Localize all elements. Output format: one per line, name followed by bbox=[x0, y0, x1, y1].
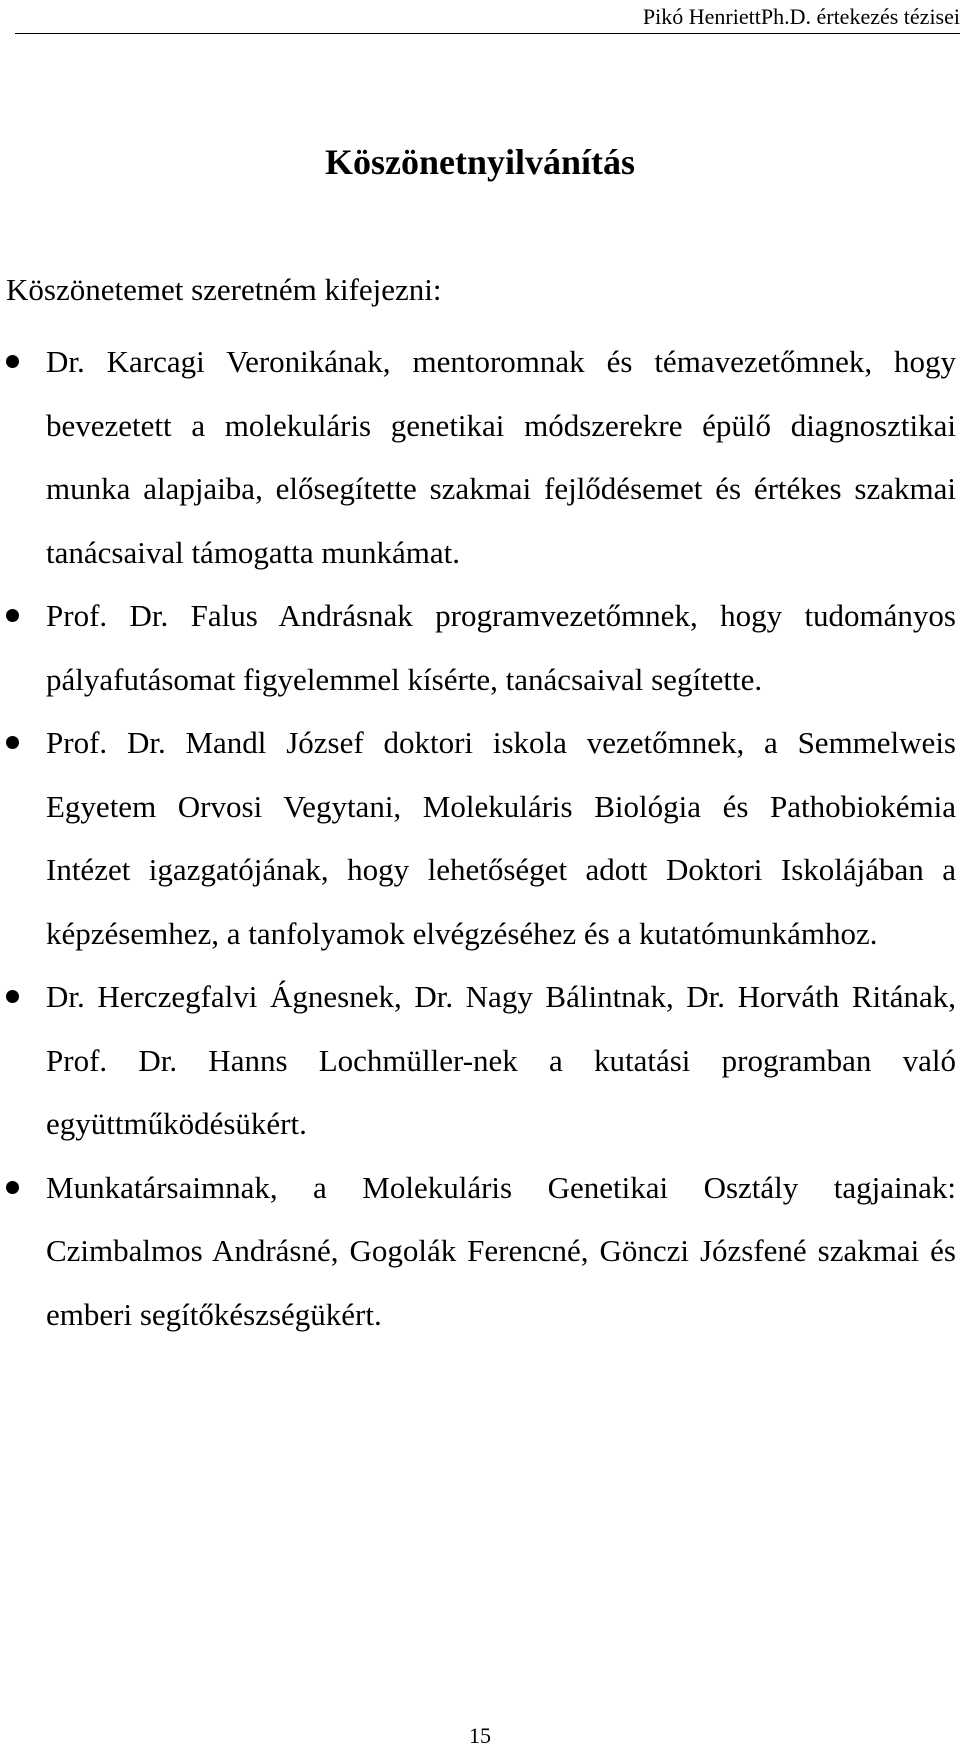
acknowledgement-list bbox=[0, 330, 956, 1346]
page-number: 15 bbox=[469, 1723, 491, 1748]
list-item bbox=[0, 330, 956, 584]
list-item bbox=[0, 584, 956, 711]
list-item-text: Munkatársaimnak, a Molekuláris Genetikai Osztály tagjainak: Czimbalmos Andrásné, Gogolák Ferencné, Gönczi Józsfené szakmai és emberi segítőkészségükért. bbox=[46, 1169, 956, 1332]
bullet-icon bbox=[6, 1181, 19, 1194]
list-item bbox=[0, 965, 956, 1156]
bullet-icon bbox=[6, 355, 19, 368]
list-item-text: Prof. Dr. Mandl József doktori iskola vezetőmnek, a Semmelweis Egyetem Orvosi Vegytani, Molekuláris Biológia és Pathobiokémia Intézet igazgatójának, hogy lehetőséget adott Doktori Iskolájában a képzésemhez, a tanfolyamok elvégzéséhez és a kutatómunkámhoz. bbox=[46, 725, 956, 951]
bullet-icon bbox=[6, 736, 19, 749]
list-item bbox=[0, 1156, 956, 1347]
page-title: Köszönetnyilvánítás bbox=[324, 142, 636, 182]
bullet-icon bbox=[6, 990, 19, 1003]
list-item-text: Dr. Karcagi Veronikának, mentoromnak és témavezetőmnek, hogy bevezetett a molekuláris genetikai módszerekre épülő diagnosztikai munka alapjaiba, elősegítette szakmai fejlődésemet és értékes szakmai tanácsaival támogatta munkámat. bbox=[46, 344, 956, 570]
list-item bbox=[0, 711, 956, 965]
list-item-text: Prof. Dr. Falus Andrásnak programvezetőmnek, hogy tudományos pályafutásomat figyelemmel kísérte, tanácsaival segítette. bbox=[46, 598, 956, 697]
intro-text: Köszönetemet szeretném kifejezni: bbox=[6, 272, 442, 307]
bullet-icon bbox=[6, 609, 19, 622]
running-header: Pikó HenriettPh.D. értekezés tézisei bbox=[15, 3, 960, 34]
list-item-text: Dr. Herczegfalvi Ágnesnek, Dr. Nagy Bálintnak, Dr. Horváth Ritának, Prof. Dr. Hanns Lochmüller-nek a kutatási programban való együttműködésükért. bbox=[46, 979, 956, 1141]
